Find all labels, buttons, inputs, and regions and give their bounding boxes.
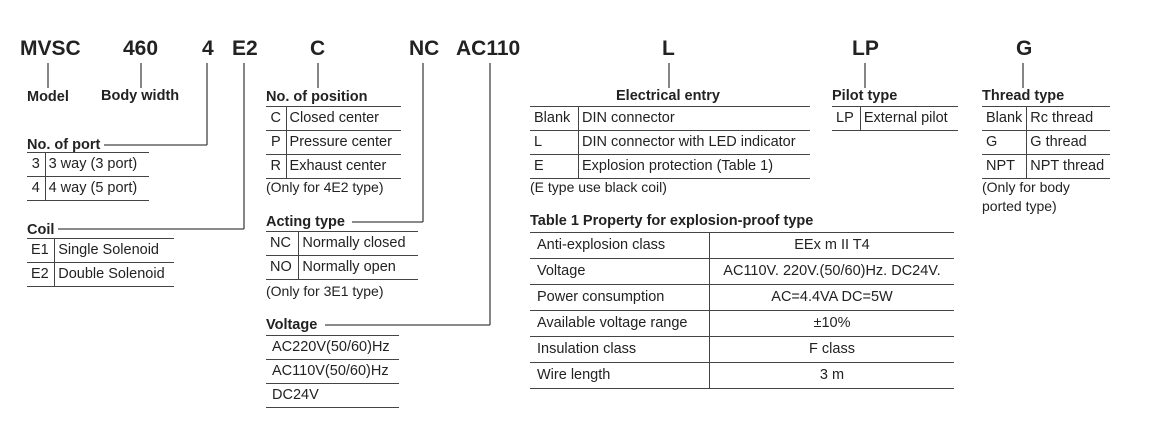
table-row bbox=[266, 360, 399, 384]
option-code: P bbox=[266, 131, 286, 155]
table-row bbox=[266, 107, 401, 131]
table-row bbox=[27, 239, 174, 263]
table-row bbox=[530, 285, 954, 311]
property-value: 3 m bbox=[710, 363, 955, 389]
code-pilot: LP bbox=[852, 37, 879, 60]
electrical-note: (E type use black coil) bbox=[530, 179, 667, 195]
option-code: G bbox=[982, 131, 1027, 155]
property-value: F class bbox=[710, 337, 955, 363]
electrical-options-table bbox=[530, 106, 810, 179]
option-desc: Pressure center bbox=[286, 131, 401, 155]
option-desc: Rc thread bbox=[1027, 107, 1110, 131]
table-row bbox=[266, 384, 399, 408]
option-desc: Normally open bbox=[299, 256, 418, 280]
property-value: AC110V. 220V.(50/60)Hz. DC24V. bbox=[710, 259, 955, 285]
thread-note-line-1: (Only for body bbox=[982, 179, 1070, 195]
option-desc: Explosion protection (Table 1) bbox=[579, 155, 811, 179]
table-row bbox=[832, 107, 958, 131]
table-row bbox=[530, 107, 810, 131]
pilot-options-table bbox=[832, 106, 958, 131]
table-row bbox=[530, 233, 954, 259]
option-code: E2 bbox=[27, 263, 55, 287]
model-label: Model bbox=[27, 89, 69, 105]
table-row bbox=[530, 311, 954, 337]
option-desc: DIN connector bbox=[579, 107, 811, 131]
table-row bbox=[266, 232, 418, 256]
table-row bbox=[27, 263, 174, 287]
option-code: C bbox=[266, 107, 286, 131]
acting-options-table bbox=[266, 231, 418, 280]
table-row bbox=[530, 259, 954, 285]
table-row bbox=[530, 131, 810, 155]
thread-note-line-2: ported type) bbox=[982, 198, 1057, 214]
coil-header: Coil bbox=[27, 222, 55, 238]
position-options-table bbox=[266, 106, 401, 179]
table-row bbox=[530, 363, 954, 389]
option-desc: G thread bbox=[1027, 131, 1110, 155]
thread-options-table bbox=[982, 106, 1110, 179]
code-acting-type: NC bbox=[409, 37, 440, 60]
option-code: Blank bbox=[530, 107, 579, 131]
option-desc: Single Solenoid bbox=[55, 239, 174, 263]
property-value: EEx m II T4 bbox=[710, 233, 955, 259]
property-name: Voltage bbox=[530, 259, 710, 285]
code-body-width: 460 bbox=[123, 37, 159, 60]
option-code: E bbox=[530, 155, 579, 179]
voltage-option: DC24V bbox=[266, 384, 399, 408]
option-code: 3 bbox=[27, 153, 45, 177]
table-row bbox=[266, 131, 401, 155]
table-row bbox=[266, 336, 399, 360]
table-row bbox=[27, 177, 149, 201]
property-name: Available voltage range bbox=[530, 311, 710, 337]
option-code: NO bbox=[266, 256, 299, 280]
option-desc: External pilot bbox=[860, 107, 958, 131]
option-desc: NPT thread bbox=[1027, 155, 1110, 179]
no-of-port-header: No. of port bbox=[27, 137, 101, 153]
table-row bbox=[27, 153, 149, 177]
voltage-option: AC110V(50/60)Hz bbox=[266, 360, 399, 384]
code-thread: G bbox=[1016, 37, 1033, 60]
table-row bbox=[530, 337, 954, 363]
code-coil: E2 bbox=[232, 37, 258, 60]
port-options-table bbox=[27, 152, 149, 201]
table-row bbox=[530, 155, 810, 179]
option-code: LP bbox=[832, 107, 860, 131]
property-name: Wire length bbox=[530, 363, 710, 389]
option-desc: 3 way (3 port) bbox=[45, 153, 149, 177]
voltage-options-table bbox=[266, 335, 399, 408]
code-port: 4 bbox=[202, 37, 214, 60]
option-code: Blank bbox=[982, 107, 1027, 131]
property-name: Anti-explosion class bbox=[530, 233, 710, 259]
code-electrical: L bbox=[662, 37, 675, 60]
option-desc: Normally closed bbox=[299, 232, 418, 256]
explosion-proof-table bbox=[530, 232, 954, 389]
code-model: MVSC bbox=[20, 37, 81, 60]
property-value: ±10% bbox=[710, 311, 955, 337]
property-value: AC=4.4VA DC=5W bbox=[710, 285, 955, 311]
option-code: NC bbox=[266, 232, 299, 256]
option-code: 4 bbox=[27, 177, 45, 201]
table-row bbox=[982, 131, 1110, 155]
table-row bbox=[982, 155, 1110, 179]
option-desc: Exhaust center bbox=[286, 155, 401, 179]
pilot-type-header: Pilot type bbox=[832, 88, 898, 104]
voltage-header: Voltage bbox=[266, 317, 318, 333]
no-of-position-header: No. of position bbox=[266, 89, 368, 105]
option-desc: 4 way (5 port) bbox=[45, 177, 149, 201]
table1-title: Table 1 Property for explosion-proof type bbox=[530, 213, 814, 229]
option-desc: Closed center bbox=[286, 107, 401, 131]
table-row bbox=[266, 155, 401, 179]
coil-options-table bbox=[27, 238, 174, 287]
acting-note: (Only for 3E1 type) bbox=[266, 283, 384, 299]
thread-type-header: Thread type bbox=[982, 88, 1065, 104]
option-code: L bbox=[530, 131, 579, 155]
table-row bbox=[982, 107, 1110, 131]
code-position: C bbox=[310, 37, 326, 60]
table-row bbox=[266, 256, 418, 280]
option-code: E1 bbox=[27, 239, 55, 263]
acting-type-header: Acting type bbox=[266, 214, 345, 230]
option-code: NPT bbox=[982, 155, 1027, 179]
property-name: Power consumption bbox=[530, 285, 710, 311]
voltage-option: AC220V(50/60)Hz bbox=[266, 336, 399, 360]
body-width-label: Body width bbox=[101, 88, 180, 104]
position-note: (Only for 4E2 type) bbox=[266, 179, 384, 195]
property-name: Insulation class bbox=[530, 337, 710, 363]
option-desc: DIN connector with LED indicator bbox=[579, 131, 811, 155]
code-voltage: AC110 bbox=[456, 37, 521, 60]
option-code: R bbox=[266, 155, 286, 179]
electrical-entry-header: Electrical entry bbox=[616, 88, 720, 104]
option-desc: Double Solenoid bbox=[55, 263, 174, 287]
